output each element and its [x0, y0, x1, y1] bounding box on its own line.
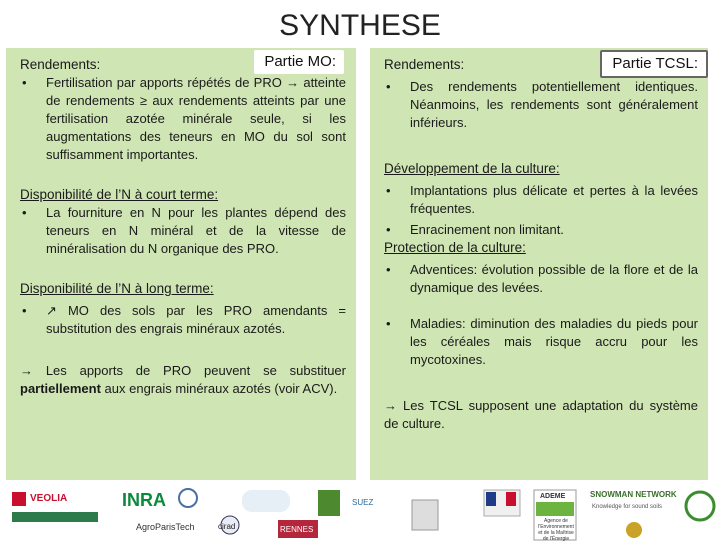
- heading-court-terme: Disponibilité de l’N à court terme:: [20, 187, 219, 202]
- ademe-subtitle: Agence de l'Environnement et de la Maîtrise de l'Énergie: [538, 518, 574, 542]
- flag-blue: [486, 492, 496, 506]
- agroparistech-logo: AgroParisTech: [136, 522, 195, 532]
- panel-partie-tcsl: [370, 48, 708, 480]
- bullet-icon: •: [386, 316, 391, 331]
- snowman-subtitle: Knowledge for sound soils: [592, 504, 663, 510]
- inra-logo: INRA: [122, 490, 166, 510]
- bullet-icon: •: [22, 75, 27, 90]
- ademe-logo: ADEME: [540, 493, 566, 500]
- veolia-logo: VEOLIA: [30, 493, 68, 504]
- list-item: [384, 182, 698, 218]
- tag-partie-tcsl: Partie TCSL:: [600, 50, 708, 78]
- bullet-icon: •: [386, 262, 391, 277]
- prot-item-1: Adventices: évolution possible de la flore et de la dynamique des levées.: [410, 262, 698, 295]
- list-item: [20, 204, 346, 258]
- tag-partie-mo: Partie MO:: [254, 50, 344, 74]
- partner-logo-leaf: [318, 490, 340, 516]
- dev-item-2: Enracinement non limitant.: [410, 222, 564, 237]
- bullet-icon: •: [386, 222, 391, 237]
- long-terme-text: ↗ MO des sols par les PRO amendants = substitution des engrais minéraux azotés.: [46, 303, 346, 336]
- heading-rendements: Rendements:: [20, 57, 101, 72]
- list-item: [384, 261, 698, 297]
- flag-red: [506, 492, 516, 506]
- partner-logo-sun: [626, 522, 642, 538]
- conclusion-post: aux engrais minéraux azotés (voir ACV).: [104, 381, 338, 396]
- prot-item-2: Maladies: diminution des maladies du pieds pour les céréales mais risque accru pour les mycotoxines.: [410, 316, 698, 367]
- list-item: [20, 74, 346, 164]
- heading-long-terme: Disponibilité de l’N à long terme:: [20, 281, 214, 296]
- heading-developpement: Développement de la culture:: [384, 161, 560, 176]
- logo-strip: [0, 484, 720, 540]
- conclusion-mo: [20, 362, 346, 398]
- list-item: [384, 315, 698, 369]
- rendements-text: Fertilisation par apports répétés de PRO → atteinte de rendements ≥ aux rendements atteints par une fertilisation azotée minérale seule, si les augmentations des teneurs en MO du sol sont suffisamment importantes.: [46, 75, 346, 162]
- bullet-icon: •: [386, 79, 391, 94]
- panel-partie-mo: [6, 48, 356, 480]
- heading-rendements-tcsl: Rendements:: [384, 57, 465, 72]
- partner-logo-bar: [12, 512, 98, 522]
- bullet-icon: •: [386, 183, 391, 198]
- cirad-logo: cirad: [218, 522, 236, 531]
- dev-item-1: Implantations plus délicate et pertes à la levées fréquentes.: [410, 183, 698, 216]
- conclusion-tcsl: → Les TCSL supposent une adaptation du système de culture.: [384, 398, 698, 431]
- list-item: [384, 221, 698, 239]
- bullet-icon: •: [22, 303, 27, 318]
- conclusion-bold: partiellement: [20, 381, 101, 396]
- partner-logo-g: [686, 492, 714, 520]
- list-item: [20, 302, 346, 338]
- court-terme-text: La fourniture en N pour les plantes dépend des teneurs en N minéral et de la vitesse de minéralisation du N organique des PRO.: [46, 205, 346, 256]
- suez-logo: SUEZ: [352, 498, 374, 507]
- heading-protection: Protection de la culture:: [384, 240, 526, 255]
- page-title: SYNTHESE: [279, 9, 441, 42]
- ademe-logo-mark: [536, 502, 574, 516]
- partner-logo-box: [412, 500, 438, 530]
- rennes-logo: RENNES: [280, 525, 314, 534]
- veolia-logo-mark: [12, 492, 26, 506]
- snowman-logo: SNOWMAN NETWORK: [590, 490, 677, 499]
- partner-logo-circle: [179, 489, 197, 507]
- list-item: [384, 78, 698, 132]
- rendements-tcsl-text: Des rendements potentiellement identiques. Néanmoins, les rendements sont généralement inférieurs.: [410, 79, 698, 130]
- partner-logo-badge: [242, 490, 290, 512]
- bullet-icon: •: [22, 205, 27, 220]
- conclusion-pre: → Les apports de PRO peuvent se substituer: [20, 363, 346, 378]
